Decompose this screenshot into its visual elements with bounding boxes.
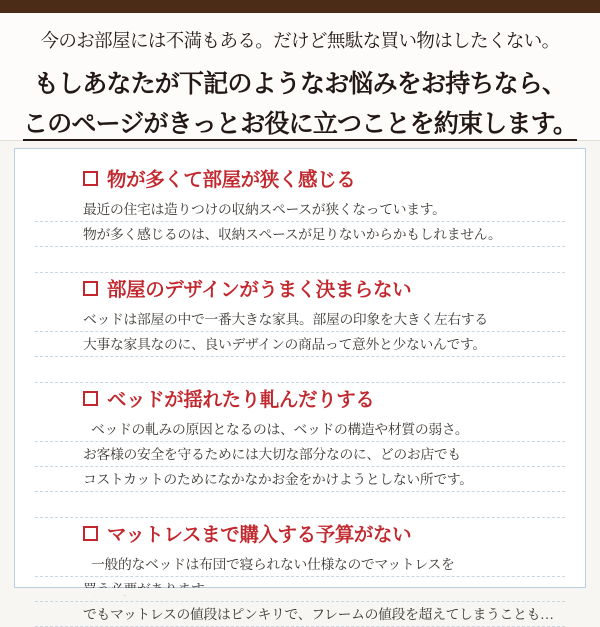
top-decorative-bar [0, 0, 600, 13]
concerns-panel [14, 148, 586, 622]
concern-line: 物が多く感じるのは、収納スペースが足りないからかもしれません。 [35, 222, 565, 247]
concern-title-row [83, 383, 565, 413]
header-headline-line1: もしあなたが下記のようなお悩みをお持ちなら、 [33, 71, 567, 98]
checkbox-icon [83, 281, 98, 296]
header-headline-line2 [23, 104, 577, 140]
concern-block-2 [35, 273, 565, 383]
checkbox-icon [83, 171, 98, 186]
divider-row [35, 357, 565, 383]
concern-title-row [83, 518, 565, 548]
concern-title: ベッドが揺れたり軋んだりする [107, 390, 375, 411]
concern-block-4 [35, 518, 565, 627]
concern-line: 大事な家具なのに、良いデザインの商品って意外と少ないんです。 [35, 332, 565, 357]
checkbox-icon [83, 526, 98, 541]
concern-title: マットレスまで購入する予算がない [107, 525, 412, 546]
divider-row [35, 247, 565, 273]
header-headline-underlined: このページがきっとお役に立つことを約束します。 [23, 111, 577, 141]
concern-line: でもマットレスの値段はピンキリで、フレームの値段を超えてしまうことも… [35, 602, 565, 627]
header-lead-text: 今のお部屋には不満もある。だけど無駄な買い物はしたくない。 [40, 32, 560, 52]
concern-line: ベッドは部屋の中で一番大きな家具。部屋の印象を大きく左右する [35, 307, 565, 332]
concern-block-1 [35, 163, 565, 273]
concern-block-3 [35, 383, 565, 518]
concern-title: 部屋のデザインがうまく決まらない [107, 280, 412, 301]
page-header [0, 13, 600, 141]
concern-line: 最近の住宅は造りつけの収納スペースが狭くなっています。 [35, 197, 565, 222]
bottom-spacer [0, 588, 600, 595]
checkbox-icon [83, 391, 98, 406]
concern-line: コストカットのためになかなかお金をかけようとしない所です。 [35, 467, 565, 492]
divider-row [35, 492, 565, 518]
concern-line: 一般的なベッドは布団で寝られない仕様なのでマットレスを [35, 552, 565, 577]
concern-title-row [83, 163, 565, 193]
concern-title-row [83, 273, 565, 303]
concern-line: お客様の安全を守るためには大切な部分なのに、どのお店でも [35, 442, 565, 467]
concern-title: 物が多くて部屋が狭く感じる [107, 170, 356, 191]
concern-line: ベッドの軋みの原因となるのは、ベッドの構造や材質の弱さ。 [35, 417, 565, 442]
